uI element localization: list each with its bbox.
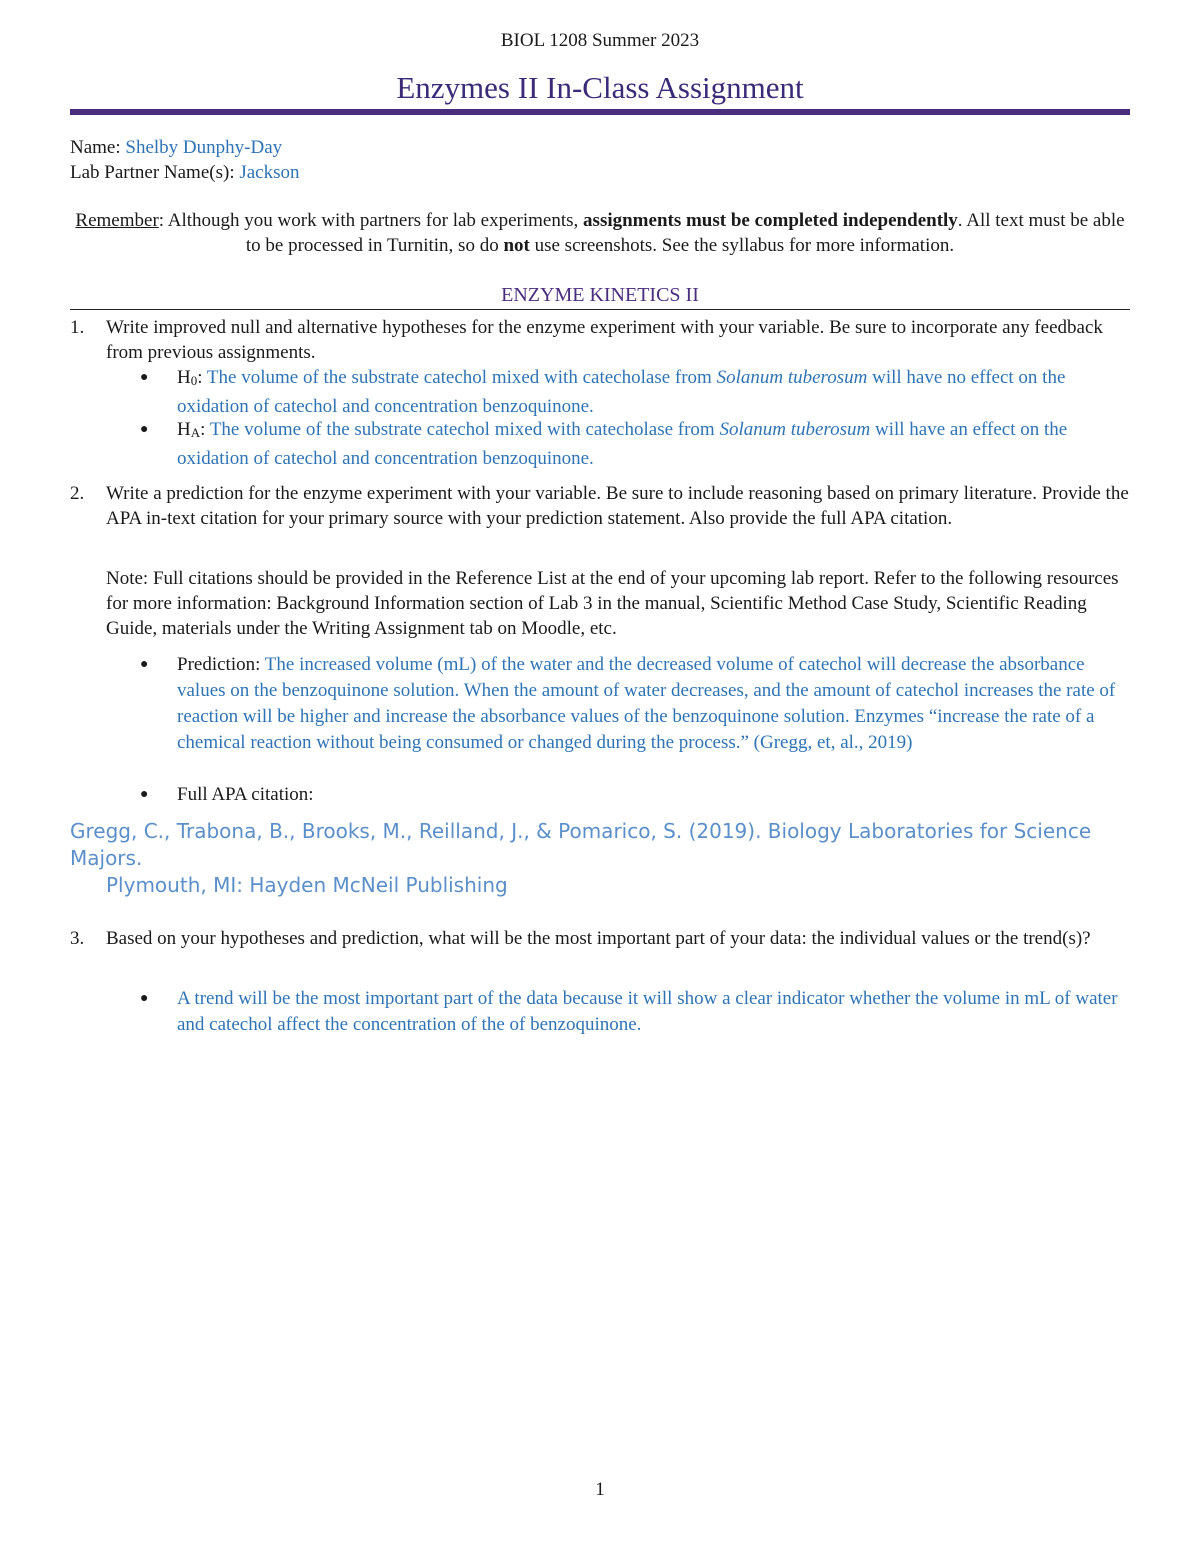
ha-bullet xyxy=(70,417,1130,472)
bullet-icon: ● xyxy=(140,991,149,1006)
ha-label: H xyxy=(177,419,191,440)
prediction-bullet xyxy=(70,652,1130,756)
h0-label: H xyxy=(177,367,191,388)
question-3-text: Based on your hypotheses and prediction, what will be the most important part of your data: the individual values or the trend(s)? xyxy=(106,928,1091,949)
remember-notice xyxy=(70,208,1130,258)
remember-text-1: : Although you work with partners for lab experiments, xyxy=(158,210,584,231)
name-label: Name: xyxy=(70,137,121,158)
ha-text: $H_A$: The volume of the substrate catechol mixed with catecholase from Solanum tuberosum will have an effect on the oxidation of catechol and concentration benzoquinone. xyxy=(177,419,1068,469)
h0-text-2: will have no effect on the oxidation of catechol and concentration benzoquinone. xyxy=(177,367,1066,417)
h0-species: Solanum tuberosum xyxy=(716,367,868,388)
question-1-text: Write improved null and alternative hypotheses for the enzyme experiment with your variable. Be sure to incorporate any feedback from previous assignments. xyxy=(106,317,1103,363)
ha-species: Solanum tuberosum xyxy=(719,419,871,440)
q3-answer: A trend will be the most important part of the data because it will show a clear indicator whether the volume in mL of water and catechol affect the concentration of the of benzoquinone. xyxy=(177,988,1118,1035)
bullet-icon: ● xyxy=(140,657,149,672)
prediction-label: Prediction: xyxy=(177,654,265,675)
question-3 xyxy=(70,926,1130,951)
partner-line xyxy=(70,160,1130,185)
h0-bullet xyxy=(70,365,1130,420)
title-divider xyxy=(70,109,1130,115)
citation-line-2: Plymouth, MI: Hayden McNeil Publishing xyxy=(106,873,508,897)
ha-subscript: A xyxy=(190,425,201,440)
partner-label: Lab Partner Name(s): xyxy=(70,162,235,183)
question-1-number: 1. xyxy=(70,317,85,338)
ha-text-2: will have an effect on the oxidation of catechol and concentration benzoquinone. xyxy=(177,419,1068,469)
question-3-number: 3. xyxy=(70,928,85,949)
section-title: ENZYME KINETICS II xyxy=(501,284,699,306)
bullet-icon: ● xyxy=(140,422,149,437)
name-value: Shelby Dunphy-Day xyxy=(125,137,283,158)
citation-bullet xyxy=(70,782,1130,808)
remember-bold-2: not xyxy=(503,235,530,256)
question-2-note xyxy=(70,566,1130,641)
citation-line-1: Gregg, C., Trabona, B., Brooks, M., Reilland, J., & Pomarico, S. (2019). Biology Laboratories for Science Majors. xyxy=(70,819,1092,870)
bullet-icon: ● xyxy=(140,370,149,385)
question-2 xyxy=(70,481,1130,531)
section-divider xyxy=(70,309,1130,310)
note-text: Note: Full citations should be provided in the Reference List at the end of your upcoming lab report. Refer to the following resources for more information: Background Information section of Lab 3 in the manual, Scientific Method Case Study, Scientific Reading Guide, materials under the Writing Assignment tab on Moodle, etc. xyxy=(106,568,1119,639)
remember-text-3: use screenshots. See the syllabus for more information. xyxy=(529,235,955,256)
citation-label: Full APA citation: xyxy=(177,784,314,805)
ha-text-1: The volume of the substrate catechol mixed with catecholase from xyxy=(209,419,720,440)
bullet-icon: ● xyxy=(140,787,149,802)
question-1 xyxy=(70,315,1130,365)
course-header: BIOL 1208 Summer 2023 xyxy=(500,30,700,51)
prediction-answer: The increased volume (mL) of the water and the decreased volume of catechol will decrease the absorbance values on the benzoquinone solution. When the amount of water decreases, and the amount of catechol increases the rate of reaction will be higher and increase the absorbance values of the benzoquinone solution. Enzymes “increase the rate of a chemical reaction without being consumed or changed during the process.” (Gregg, et, al., 2019) xyxy=(177,654,1116,753)
remember-text-2: . All text must be able to be processed in Turnitin, so do xyxy=(245,210,1125,256)
prediction-text xyxy=(177,652,1130,756)
q3-answer-bullet xyxy=(70,986,1130,1038)
h0-text: $H_0$: The volume of the substrate catechol mixed with catecholase from Solanum tuberosum will have no effect on the oxidation of catechol and concentration benzoquinone. xyxy=(177,367,1066,417)
h0-text-1: The volume of the substrate catechol mixed with catecholase from xyxy=(206,367,717,388)
partner-value: Jackson xyxy=(239,162,300,183)
page-number: 1 xyxy=(595,1479,605,1500)
name-line xyxy=(70,135,1130,160)
question-2-number: 2. xyxy=(70,483,85,504)
remember-bold-1: assignments must be completed independently xyxy=(583,210,958,231)
question-2-text: Write a prediction for the enzyme experiment with your variable. Be sure to include reasoning based on primary literature. Provide the APA in-text citation for your primary source with your prediction statement. Also provide the full APA citation. xyxy=(106,483,1129,529)
h0-subscript: 0 xyxy=(190,373,198,388)
remember-label: Remember xyxy=(75,210,159,231)
page-title: Enzymes II In-Class Assignment xyxy=(396,70,804,105)
